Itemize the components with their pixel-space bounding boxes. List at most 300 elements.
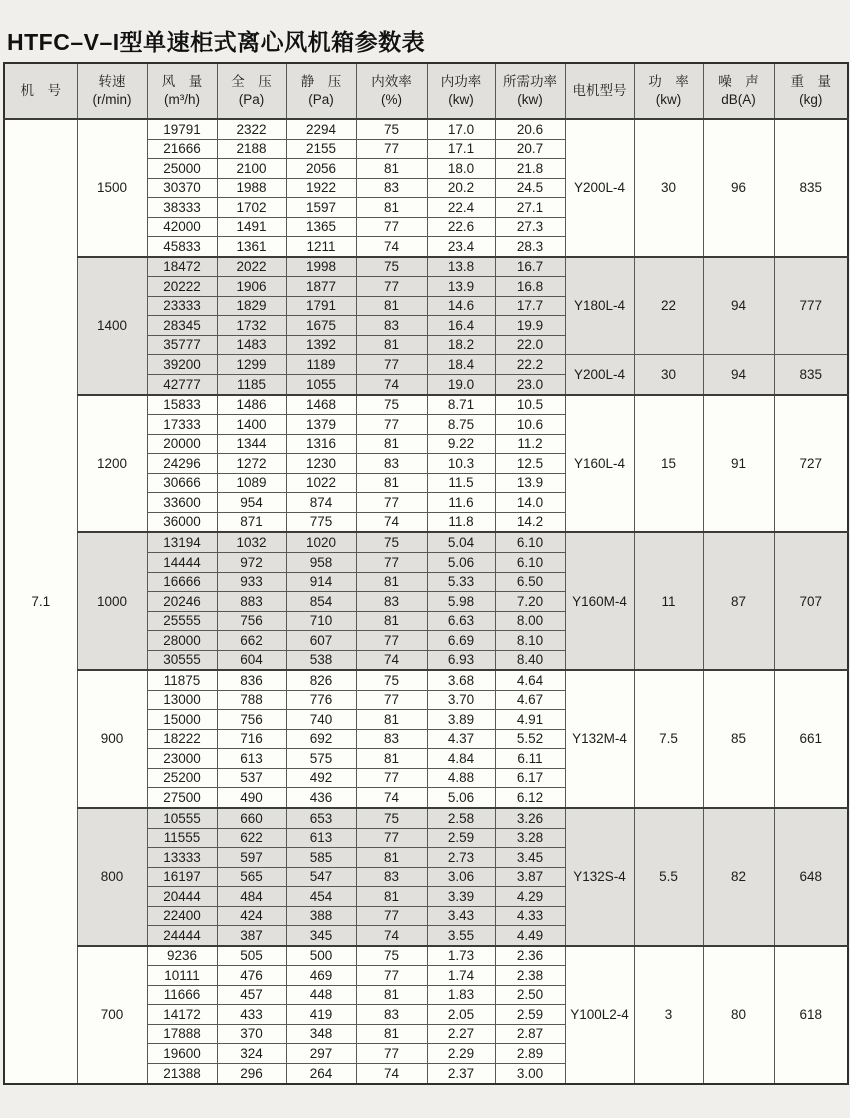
internal-power-cell: 2.27 <box>427 1024 495 1044</box>
total-pressure-cell: 1491 <box>217 217 286 237</box>
noise-cell: 80 <box>703 946 774 1084</box>
motor-power-cell: 30 <box>634 119 703 257</box>
total-pressure-cell: 1299 <box>217 355 286 375</box>
static-pressure-cell: 1211 <box>286 237 356 257</box>
total-pressure-cell: 484 <box>217 887 286 907</box>
static-pressure-cell: 607 <box>286 631 356 651</box>
total-pressure-cell: 565 <box>217 867 286 887</box>
machine-number-cell: 7.1 <box>4 119 77 1084</box>
static-pressure-cell: 914 <box>286 572 356 592</box>
efficiency-cell: 74 <box>356 237 427 257</box>
required-power-cell: 23.0 <box>495 374 565 394</box>
total-pressure-cell: 2188 <box>217 139 286 159</box>
static-pressure-cell: 454 <box>286 887 356 907</box>
static-pressure-cell: 740 <box>286 710 356 730</box>
required-power-cell: 21.8 <box>495 159 565 179</box>
total-pressure-cell: 387 <box>217 926 286 946</box>
total-pressure-cell: 457 <box>217 985 286 1005</box>
internal-power-cell: 17.0 <box>427 119 495 139</box>
total-pressure-cell: 597 <box>217 848 286 868</box>
internal-power-cell: 2.73 <box>427 848 495 868</box>
internal-power-cell: 5.06 <box>427 788 495 808</box>
total-pressure-cell: 1272 <box>217 454 286 474</box>
required-power-cell: 4.67 <box>495 690 565 710</box>
air-volume-cell: 30666 <box>147 473 217 493</box>
efficiency-cell: 77 <box>356 355 427 375</box>
speed-cell: 1400 <box>77 257 147 395</box>
required-power-cell: 4.64 <box>495 670 565 690</box>
column-header-11: 重 量 (kg) <box>774 63 848 119</box>
required-power-cell: 14.0 <box>495 493 565 513</box>
total-pressure-cell: 756 <box>217 710 286 730</box>
air-volume-cell: 45833 <box>147 237 217 257</box>
static-pressure-cell: 1379 <box>286 415 356 435</box>
internal-power-cell: 1.73 <box>427 946 495 966</box>
efficiency-cell: 83 <box>356 592 427 612</box>
air-volume-cell: 20246 <box>147 592 217 612</box>
internal-power-cell: 9.22 <box>427 434 495 454</box>
efficiency-cell: 77 <box>356 690 427 710</box>
efficiency-cell: 83 <box>356 454 427 474</box>
static-pressure-cell: 854 <box>286 592 356 612</box>
air-volume-cell: 18472 <box>147 257 217 277</box>
required-power-cell: 3.28 <box>495 828 565 848</box>
static-pressure-cell: 345 <box>286 926 356 946</box>
internal-power-cell: 4.84 <box>427 749 495 769</box>
required-power-cell: 12.5 <box>495 454 565 474</box>
efficiency-cell: 77 <box>356 828 427 848</box>
efficiency-cell: 81 <box>356 985 427 1005</box>
total-pressure-cell: 537 <box>217 768 286 788</box>
efficiency-cell: 81 <box>356 473 427 493</box>
efficiency-cell: 83 <box>356 178 427 198</box>
static-pressure-cell: 436 <box>286 788 356 808</box>
total-pressure-cell: 662 <box>217 631 286 651</box>
total-pressure-cell: 1089 <box>217 473 286 493</box>
static-pressure-cell: 1791 <box>286 296 356 316</box>
air-volume-cell: 17333 <box>147 415 217 435</box>
total-pressure-cell: 1906 <box>217 277 286 297</box>
air-volume-cell: 15000 <box>147 710 217 730</box>
static-pressure-cell: 775 <box>286 512 356 532</box>
efficiency-cell: 77 <box>356 415 427 435</box>
internal-power-cell: 2.58 <box>427 808 495 828</box>
efficiency-cell: 75 <box>356 257 427 277</box>
required-power-cell: 6.10 <box>495 553 565 573</box>
internal-power-cell: 17.1 <box>427 139 495 159</box>
noise-cell: 94 <box>703 257 774 355</box>
air-volume-cell: 11875 <box>147 670 217 690</box>
efficiency-cell: 77 <box>356 217 427 237</box>
static-pressure-cell: 2155 <box>286 139 356 159</box>
air-volume-cell: 38333 <box>147 198 217 218</box>
air-volume-cell: 17888 <box>147 1024 217 1044</box>
efficiency-cell: 75 <box>356 532 427 552</box>
internal-power-cell: 22.4 <box>427 198 495 218</box>
total-pressure-cell: 604 <box>217 650 286 670</box>
efficiency-cell: 81 <box>356 335 427 355</box>
efficiency-cell: 81 <box>356 848 427 868</box>
efficiency-cell: 81 <box>356 198 427 218</box>
internal-power-cell: 8.71 <box>427 395 495 415</box>
column-header-1: 转速 (r/min) <box>77 63 147 119</box>
speed-cell: 1000 <box>77 532 147 670</box>
static-pressure-cell: 264 <box>286 1063 356 1084</box>
noise-cell: 91 <box>703 395 774 533</box>
required-power-cell: 22.2 <box>495 355 565 375</box>
air-volume-cell: 19791 <box>147 119 217 139</box>
air-volume-cell: 24296 <box>147 454 217 474</box>
motor-power-cell: 7.5 <box>634 670 703 808</box>
static-pressure-cell: 1022 <box>286 473 356 493</box>
total-pressure-cell: 871 <box>217 512 286 532</box>
static-pressure-cell: 1597 <box>286 198 356 218</box>
noise-cell: 87 <box>703 532 774 670</box>
required-power-cell: 10.6 <box>495 415 565 435</box>
static-pressure-cell: 388 <box>286 906 356 926</box>
total-pressure-cell: 324 <box>217 1044 286 1064</box>
required-power-cell: 16.8 <box>495 277 565 297</box>
motor-power-cell: 3 <box>634 946 703 1084</box>
required-power-cell: 2.50 <box>495 985 565 1005</box>
required-power-cell: 5.52 <box>495 729 565 749</box>
total-pressure-cell: 1829 <box>217 296 286 316</box>
motor-model-cell: Y180L-4 <box>565 257 634 355</box>
air-volume-cell: 10111 <box>147 966 217 986</box>
required-power-cell: 2.87 <box>495 1024 565 1044</box>
static-pressure-cell: 1392 <box>286 335 356 355</box>
efficiency-cell: 75 <box>356 395 427 415</box>
efficiency-cell: 81 <box>356 1024 427 1044</box>
column-header-9: 功 率 (kw) <box>634 63 703 119</box>
efficiency-cell: 74 <box>356 926 427 946</box>
efficiency-cell: 81 <box>356 434 427 454</box>
required-power-cell: 27.1 <box>495 198 565 218</box>
weight-cell: 618 <box>774 946 848 1084</box>
speed-cell: 800 <box>77 808 147 946</box>
static-pressure-cell: 874 <box>286 493 356 513</box>
efficiency-cell: 77 <box>356 139 427 159</box>
weight-cell: 707 <box>774 532 848 670</box>
noise-cell: 94 <box>703 355 774 395</box>
motor-power-cell: 22 <box>634 257 703 355</box>
internal-power-cell: 3.06 <box>427 867 495 887</box>
air-volume-cell: 28345 <box>147 316 217 336</box>
internal-power-cell: 18.0 <box>427 159 495 179</box>
required-power-cell: 28.3 <box>495 237 565 257</box>
internal-power-cell: 10.3 <box>427 454 495 474</box>
air-volume-cell: 24444 <box>147 926 217 946</box>
internal-power-cell: 20.2 <box>427 178 495 198</box>
motor-model-cell: Y132M-4 <box>565 670 634 808</box>
required-power-cell: 7.20 <box>495 592 565 612</box>
efficiency-cell: 74 <box>356 1063 427 1084</box>
motor-model-cell: Y160L-4 <box>565 395 634 533</box>
efficiency-cell: 83 <box>356 1005 427 1025</box>
internal-power-cell: 5.04 <box>427 532 495 552</box>
internal-power-cell: 1.74 <box>427 966 495 986</box>
efficiency-cell: 83 <box>356 316 427 336</box>
speed-cell: 1500 <box>77 119 147 257</box>
air-volume-cell: 25555 <box>147 611 217 631</box>
air-volume-cell: 20000 <box>147 434 217 454</box>
total-pressure-cell: 433 <box>217 1005 286 1025</box>
static-pressure-cell: 776 <box>286 690 356 710</box>
internal-power-cell: 18.4 <box>427 355 495 375</box>
motor-power-cell: 11 <box>634 532 703 670</box>
internal-power-cell: 11.6 <box>427 493 495 513</box>
efficiency-cell: 81 <box>356 159 427 179</box>
static-pressure-cell: 958 <box>286 553 356 573</box>
required-power-cell: 6.11 <box>495 749 565 769</box>
total-pressure-cell: 1032 <box>217 532 286 552</box>
required-power-cell: 22.0 <box>495 335 565 355</box>
air-volume-cell: 35777 <box>147 335 217 355</box>
required-power-cell: 3.26 <box>495 808 565 828</box>
required-power-cell: 4.91 <box>495 710 565 730</box>
internal-power-cell: 6.93 <box>427 650 495 670</box>
noise-cell: 82 <box>703 808 774 946</box>
column-header-6: 内功率 (kw) <box>427 63 495 119</box>
total-pressure-cell: 972 <box>217 553 286 573</box>
air-volume-cell: 21388 <box>147 1063 217 1084</box>
internal-power-cell: 6.69 <box>427 631 495 651</box>
air-volume-cell: 16666 <box>147 572 217 592</box>
efficiency-cell: 77 <box>356 277 427 297</box>
weight-cell: 727 <box>774 395 848 533</box>
column-header-8: 电机型号 <box>565 63 634 119</box>
noise-cell: 85 <box>703 670 774 808</box>
air-volume-cell: 13194 <box>147 532 217 552</box>
total-pressure-cell: 296 <box>217 1063 286 1084</box>
static-pressure-cell: 1020 <box>286 532 356 552</box>
internal-power-cell: 3.55 <box>427 926 495 946</box>
static-pressure-cell: 297 <box>286 1044 356 1064</box>
air-volume-cell: 30370 <box>147 178 217 198</box>
internal-power-cell: 2.59 <box>427 828 495 848</box>
required-power-cell: 10.5 <box>495 395 565 415</box>
air-volume-cell: 42000 <box>147 217 217 237</box>
efficiency-cell: 83 <box>356 867 427 887</box>
static-pressure-cell: 653 <box>286 808 356 828</box>
efficiency-cell: 81 <box>356 710 427 730</box>
table-row <box>4 670 848 690</box>
air-volume-cell: 11555 <box>147 828 217 848</box>
table-body <box>4 119 848 1084</box>
air-volume-cell: 13333 <box>147 848 217 868</box>
column-header-10: 噪 声 dB(A) <box>703 63 774 119</box>
internal-power-cell: 13.8 <box>427 257 495 277</box>
internal-power-cell: 19.0 <box>427 374 495 394</box>
table-row <box>4 808 848 828</box>
internal-power-cell: 2.29 <box>427 1044 495 1064</box>
internal-power-cell: 4.88 <box>427 768 495 788</box>
static-pressure-cell: 710 <box>286 611 356 631</box>
air-volume-cell: 33600 <box>147 493 217 513</box>
required-power-cell: 14.2 <box>495 512 565 532</box>
static-pressure-cell: 613 <box>286 828 356 848</box>
efficiency-cell: 81 <box>356 611 427 631</box>
internal-power-cell: 14.6 <box>427 296 495 316</box>
table-row <box>4 532 848 552</box>
required-power-cell: 6.17 <box>495 768 565 788</box>
air-volume-cell: 10555 <box>147 808 217 828</box>
total-pressure-cell: 716 <box>217 729 286 749</box>
required-power-cell: 3.87 <box>495 867 565 887</box>
total-pressure-cell: 933 <box>217 572 286 592</box>
column-header-2: 风 量 (m³/h) <box>147 63 217 119</box>
static-pressure-cell: 1316 <box>286 434 356 454</box>
static-pressure-cell: 1468 <box>286 395 356 415</box>
required-power-cell: 4.49 <box>495 926 565 946</box>
internal-power-cell: 18.2 <box>427 335 495 355</box>
table-row <box>4 395 848 415</box>
efficiency-cell: 74 <box>356 374 427 394</box>
internal-power-cell: 3.43 <box>427 906 495 926</box>
efficiency-cell: 77 <box>356 906 427 926</box>
total-pressure-cell: 2100 <box>217 159 286 179</box>
required-power-cell: 17.7 <box>495 296 565 316</box>
efficiency-cell: 75 <box>356 670 427 690</box>
total-pressure-cell: 660 <box>217 808 286 828</box>
efficiency-cell: 81 <box>356 887 427 907</box>
total-pressure-cell: 836 <box>217 670 286 690</box>
weight-cell: 777 <box>774 257 848 355</box>
internal-power-cell: 3.68 <box>427 670 495 690</box>
efficiency-cell: 74 <box>356 650 427 670</box>
efficiency-cell: 77 <box>356 553 427 573</box>
air-volume-cell: 14444 <box>147 553 217 573</box>
table-row <box>4 946 848 966</box>
internal-power-cell: 5.33 <box>427 572 495 592</box>
air-volume-cell: 21666 <box>147 139 217 159</box>
static-pressure-cell: 448 <box>286 985 356 1005</box>
total-pressure-cell: 2022 <box>217 257 286 277</box>
required-power-cell: 24.5 <box>495 178 565 198</box>
required-power-cell: 20.7 <box>495 139 565 159</box>
static-pressure-cell: 1922 <box>286 178 356 198</box>
static-pressure-cell: 826 <box>286 670 356 690</box>
motor-model-cell: Y132S-4 <box>565 808 634 946</box>
static-pressure-cell: 1877 <box>286 277 356 297</box>
total-pressure-cell: 476 <box>217 966 286 986</box>
static-pressure-cell: 348 <box>286 1024 356 1044</box>
static-pressure-cell: 547 <box>286 867 356 887</box>
air-volume-cell: 9236 <box>147 946 217 966</box>
efficiency-cell: 77 <box>356 1044 427 1064</box>
speed-cell: 700 <box>77 946 147 1084</box>
efficiency-cell: 77 <box>356 631 427 651</box>
required-power-cell: 3.45 <box>495 848 565 868</box>
efficiency-cell: 75 <box>356 808 427 828</box>
total-pressure-cell: 1988 <box>217 178 286 198</box>
required-power-cell: 2.59 <box>495 1005 565 1025</box>
internal-power-cell: 2.37 <box>427 1063 495 1084</box>
total-pressure-cell: 1185 <box>217 374 286 394</box>
static-pressure-cell: 1189 <box>286 355 356 375</box>
total-pressure-cell: 1732 <box>217 316 286 336</box>
total-pressure-cell: 1486 <box>217 395 286 415</box>
efficiency-cell: 75 <box>356 119 427 139</box>
page-title: HTFC–V–I型单速柜式离心风机箱参数表 <box>7 29 426 55</box>
air-volume-cell: 23333 <box>147 296 217 316</box>
total-pressure-cell: 1400 <box>217 415 286 435</box>
header-row <box>4 63 848 119</box>
required-power-cell: 4.29 <box>495 887 565 907</box>
air-volume-cell: 27500 <box>147 788 217 808</box>
required-power-cell: 8.00 <box>495 611 565 631</box>
parameters-table <box>3 62 849 1085</box>
internal-power-cell: 3.70 <box>427 690 495 710</box>
motor-power-cell: 5.5 <box>634 808 703 946</box>
efficiency-cell: 77 <box>356 768 427 788</box>
column-header-7: 所需功率 (kw) <box>495 63 565 119</box>
table-header <box>4 63 848 119</box>
internal-power-cell: 4.37 <box>427 729 495 749</box>
internal-power-cell: 8.75 <box>427 415 495 435</box>
air-volume-cell: 16197 <box>147 867 217 887</box>
efficiency-cell: 75 <box>356 946 427 966</box>
required-power-cell: 2.89 <box>495 1044 565 1064</box>
required-power-cell: 3.00 <box>495 1063 565 1084</box>
required-power-cell: 19.9 <box>495 316 565 336</box>
air-volume-cell: 22400 <box>147 906 217 926</box>
weight-cell: 661 <box>774 670 848 808</box>
total-pressure-cell: 1702 <box>217 198 286 218</box>
static-pressure-cell: 1365 <box>286 217 356 237</box>
motor-model-cell: Y200L-4 <box>565 355 634 395</box>
speed-cell: 900 <box>77 670 147 808</box>
total-pressure-cell: 788 <box>217 690 286 710</box>
static-pressure-cell: 538 <box>286 650 356 670</box>
efficiency-cell: 81 <box>356 572 427 592</box>
efficiency-cell: 77 <box>356 493 427 513</box>
total-pressure-cell: 1344 <box>217 434 286 454</box>
static-pressure-cell: 469 <box>286 966 356 986</box>
required-power-cell: 6.12 <box>495 788 565 808</box>
air-volume-cell: 14172 <box>147 1005 217 1025</box>
total-pressure-cell: 1361 <box>217 237 286 257</box>
air-volume-cell: 25200 <box>147 768 217 788</box>
required-power-cell: 16.7 <box>495 257 565 277</box>
efficiency-cell: 74 <box>356 512 427 532</box>
table-row <box>4 257 848 277</box>
air-volume-cell: 11666 <box>147 985 217 1005</box>
total-pressure-cell: 613 <box>217 749 286 769</box>
required-power-cell: 6.10 <box>495 532 565 552</box>
air-volume-cell: 28000 <box>147 631 217 651</box>
internal-power-cell: 6.63 <box>427 611 495 631</box>
efficiency-cell: 81 <box>356 749 427 769</box>
air-volume-cell: 23000 <box>147 749 217 769</box>
required-power-cell: 2.36 <box>495 946 565 966</box>
speed-cell: 1200 <box>77 395 147 533</box>
efficiency-cell: 74 <box>356 788 427 808</box>
internal-power-cell: 11.8 <box>427 512 495 532</box>
motor-model-cell: Y200L-4 <box>565 119 634 257</box>
total-pressure-cell: 424 <box>217 906 286 926</box>
internal-power-cell: 1.83 <box>427 985 495 1005</box>
column-header-4: 静 压 (Pa) <box>286 63 356 119</box>
air-volume-cell: 18222 <box>147 729 217 749</box>
air-volume-cell: 39200 <box>147 355 217 375</box>
static-pressure-cell: 1230 <box>286 454 356 474</box>
air-volume-cell: 13000 <box>147 690 217 710</box>
internal-power-cell: 3.39 <box>427 887 495 907</box>
internal-power-cell: 11.5 <box>427 473 495 493</box>
air-volume-cell: 20222 <box>147 277 217 297</box>
weight-cell: 648 <box>774 808 848 946</box>
